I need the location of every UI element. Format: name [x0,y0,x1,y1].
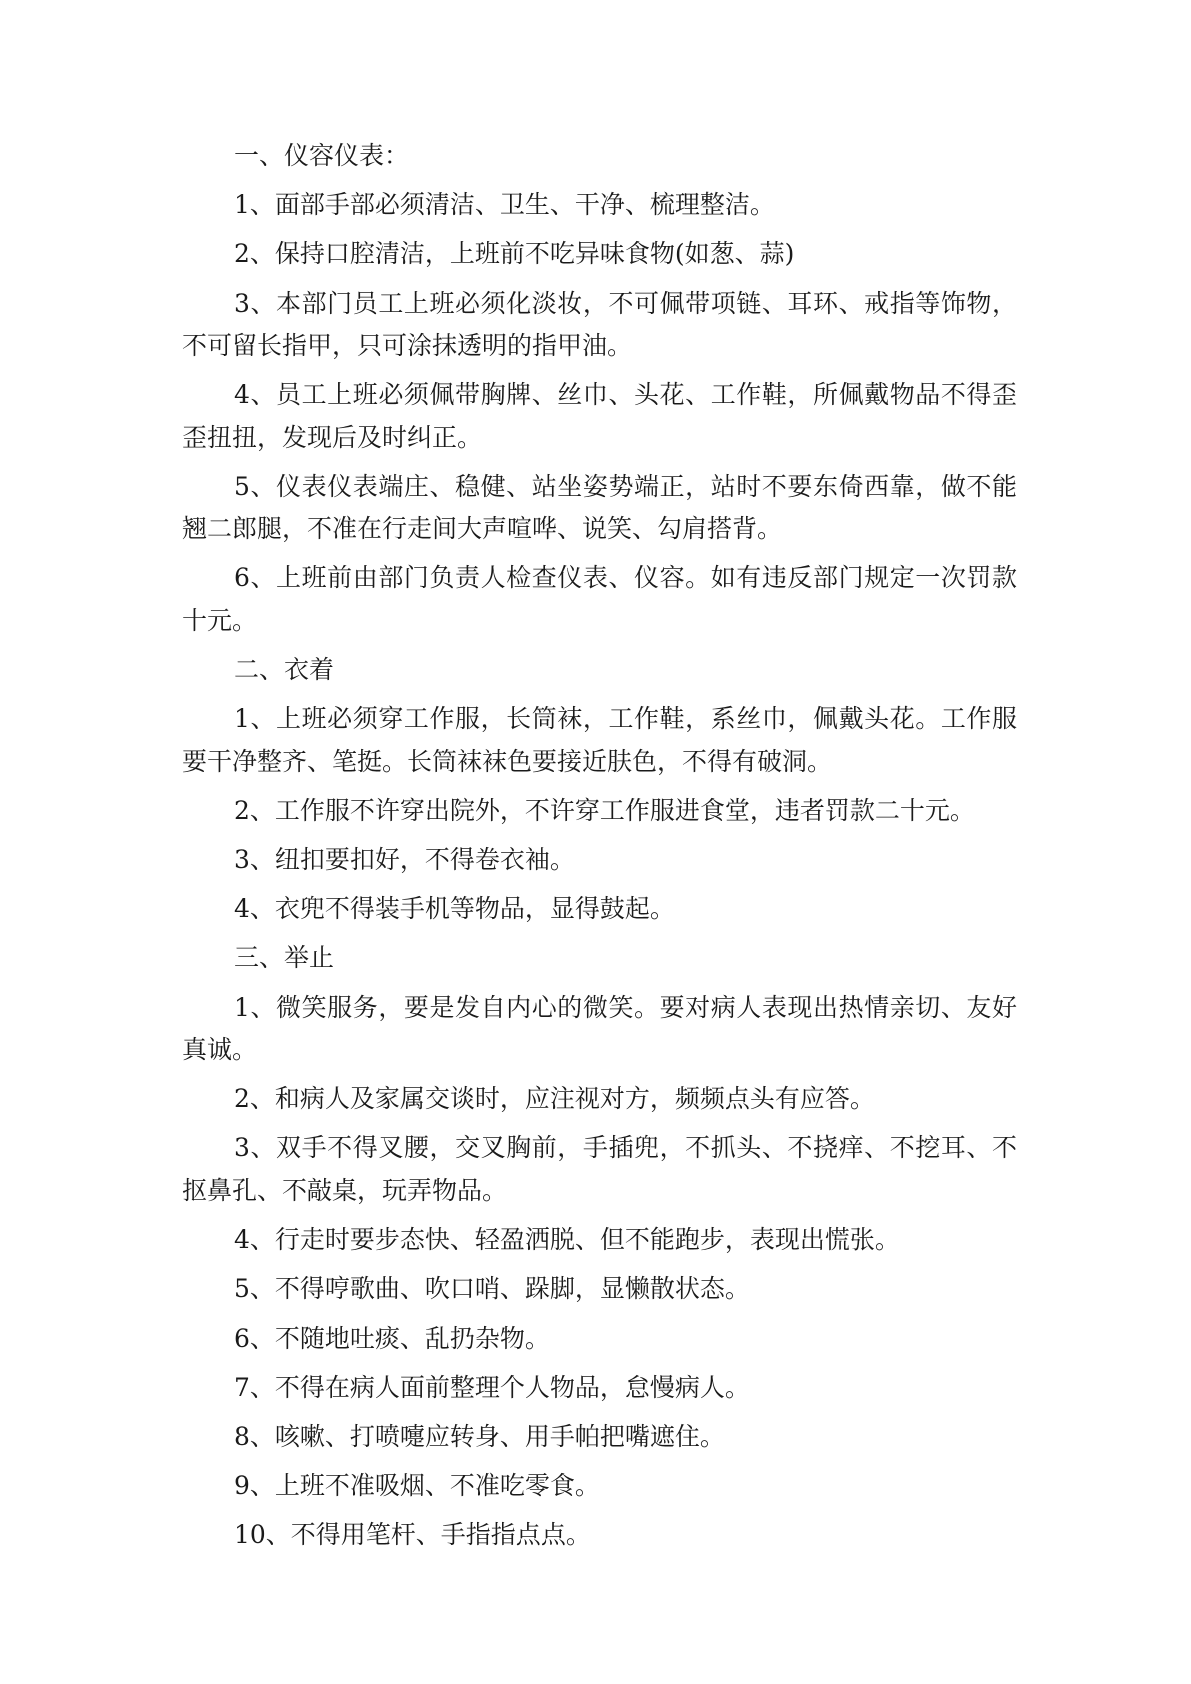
paragraph: 6、不随地吐痰、乱扔杂物。 [234,1323,550,1353]
paragraph: 3、本部门员工上班必须化淡妆，不可佩带项链、耳环、戒指等饰物，不可留长指甲，只可涂抹透明的指甲油。 [182,288,1017,361]
paragraph: 4、员工上班必须佩带胸牌、丝巾、头花、工作鞋，所佩戴物品不得歪歪扭扭，发现后及时纠正。 [182,380,1017,452]
section-heading-behavior: 三、举止 [234,943,335,973]
paragraph: 2、和病人及家属交谈时，应注视对方，频频点头有应答。 [234,1084,875,1114]
paragraph: 7、不得在病人面前整理个人物品，怠慢病人。 [234,1372,750,1402]
paragraph: 3、双手不得叉腰，交叉胸前，手插兜，不抓头、不挠痒、不挖耳、不抠鼻孔、不敲桌，玩弄物品。 [182,1133,1017,1205]
paragraph: 5、仪表仪表端庄、稳健、站坐姿势端正，站时不要东倚西靠，做不能翘二郎腿，不准在行走间大声喧哗、说笑、勾肩搭背。 [182,471,1017,544]
paragraph: 6、上班前由部门负责人检查仪表、仪容。如有违反部门规定一次罚款十元。 [182,563,1017,635]
paragraph: 1、微笑服务，要是发自内心的微笑。要对病人表现出热情亲切、友好真诚。 [182,992,1017,1065]
paragraph: 5、不得哼歌曲、吹口哨、跺脚，显懒散状态。 [234,1274,750,1304]
paragraph: 4、衣兜不得装手机等物品，显得鼓起。 [234,894,675,924]
paragraph: 2、保持口腔清洁，上班前不吃异味食物(如葱、蒜) [234,239,795,269]
paragraph: 2、工作服不许穿出院外，不许穿工作服进食堂，违者罚款二十元。 [234,795,975,825]
paragraph: 10、不得用笔杆、手指指点点。 [234,1520,591,1550]
paragraph: 9、上班不准吸烟、不准吃零食。 [234,1471,600,1501]
paragraph: 1、面部手部必须清洁、卫生、干净、梳理整洁。 [234,190,775,220]
paragraph: 4、行走时要步态快、轻盈洒脱、但不能跑步，表现出慌张。 [234,1225,900,1255]
paragraph: 3、纽扣要扣好，不得卷衣袖。 [234,845,575,875]
section-heading-appearance: 一、仪容仪表： [234,141,410,170]
document-body [182,135,1017,1564]
paragraph: 1、上班必须穿工作服，长筒袜，工作鞋，系丝巾，佩戴头花。工作服要干净整齐、笔挺。长筒袜袜色要接近肤色，不得有破洞。 [182,704,1017,776]
paragraph: 8、咳嗽、打喷嚏应转身、用手帕把嘴遮住。 [234,1421,725,1451]
section-heading-attire: 二、衣着 [234,655,335,685]
